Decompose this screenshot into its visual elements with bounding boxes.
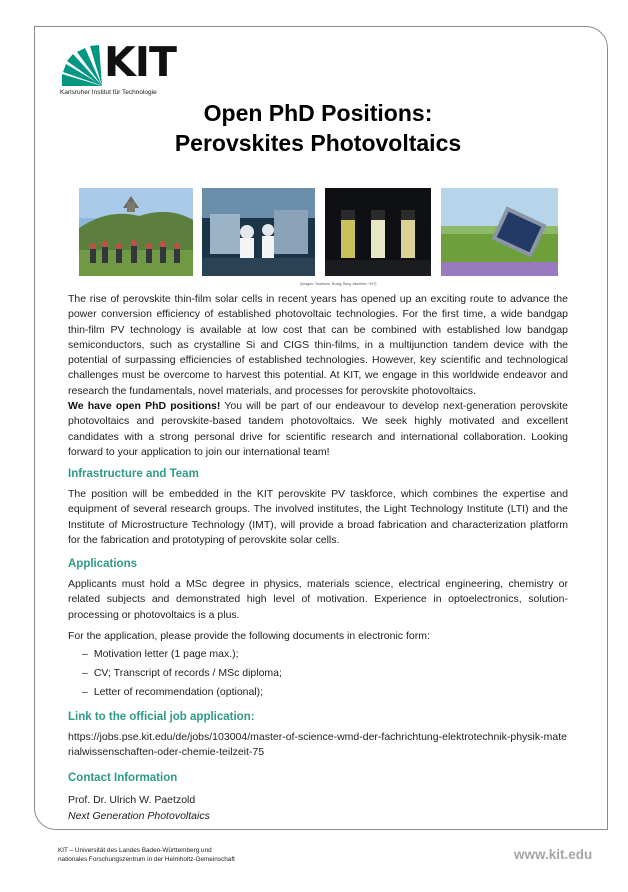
- footer-line1: KIT – Universität des Landes Baden-Württemberg und: [58, 847, 212, 854]
- page-title-line2: Perovskites Photovoltaics: [174, 130, 462, 156]
- page-title-line1: Open PhD Positions:: [203, 100, 433, 126]
- applications-paragraph: Applicants must hold a MSc degree in physics, materials science, electrical engineering, chemistry or related subjects and demonstrated high level of motivation. Experience in optoelectronics, solution-processing or photovoltaics is a plus.: [68, 578, 568, 621]
- kit-subtitle: Karlsruher Institut für Technologie: [60, 89, 157, 96]
- solar-cell-photo: [441, 188, 558, 276]
- document-item: – Letter of recommendation (optional);: [82, 686, 264, 698]
- job-application-link[interactable]: https://jobs.pse.kit.edu/de/jobs/103004/master-of-science-wmd-der-fachrichtung-elektrotechnik-physik-materialwissenschaften-oder-chemie-teilzeit-75: [68, 731, 567, 759]
- documents-intro: For the application, please provide the following documents in electronic form:: [68, 630, 430, 642]
- link-heading: Link to the official job application:: [68, 711, 255, 723]
- contact-heading: Contact Information: [68, 772, 178, 784]
- contact-name: Prof. Dr. Ulrich W. Paetzold: [68, 794, 196, 806]
- lab-photo: [202, 188, 315, 276]
- positions-lead: We have open PhD positions!: [68, 400, 221, 412]
- document-item: – CV; Transcript of records / MSc diploma;: [82, 667, 282, 679]
- kit-wordmark: KIT: [104, 38, 176, 86]
- contact-group: Next Generation Photovoltaics: [68, 810, 210, 822]
- infrastructure-paragraph: The position will be embedded in the KIT perovskite PV taskforce, which combines the expertise and equipment of several research groups. The involved institutes, the Light Technology Institute (LTI) and the Institute of Microstructure Technology (IMT), will provide a broad fabrication and characterization platform for the fabrication and prototyping of perovskite solar cells.: [68, 488, 568, 546]
- image-credit: (Images: Taubhorn, Ruzig, Berg, Abzieher / KIT): [300, 282, 377, 286]
- intro-paragraph: The rise of perovskite thin-film solar cells in recent years has opened up an exciting route to advance the power conversion efficiency of established photovoltaic technologies. For the first time, a wide bandgap thin-film PV technology is available at low cost that can be combined with established low bandgap semiconductors, such as crystalline Si and CIGS thin-films, in a multijunction tandem device with the potential of surpassing efficiencies of established technologies. However, key scientific and technological challenges must be overcome to harvest this potential. At KIT, we engage in this worldwide endeavor and research the fundamentals, novel materials, and processes for perovskite photovoltaics.: [68, 293, 568, 397]
- footer-url[interactable]: www.kit.edu: [514, 847, 593, 862]
- vials-photo: [325, 188, 431, 276]
- group-photo: [79, 188, 193, 276]
- footer-line2: nationales Forschungszentrum in der Helmholtz-Gemeinschaft: [58, 856, 235, 863]
- document-item: – Motivation letter (1 page max.);: [82, 648, 239, 660]
- footer-text: [58, 846, 235, 864]
- positions-paragraph: [68, 399, 568, 460]
- positions-text: You will be part of our endeavour to develop next-generation perovskite photovoltaics and perovskite-based tandem photovoltaics. We seek highly motivated and excellent candidates with a strong personal drive for scientific research and international collaboration. Looking forward to your application to join our international team!: [68, 400, 569, 458]
- applications-heading: Applications: [68, 558, 138, 570]
- infrastructure-heading: Infrastructure and Team: [68, 468, 199, 480]
